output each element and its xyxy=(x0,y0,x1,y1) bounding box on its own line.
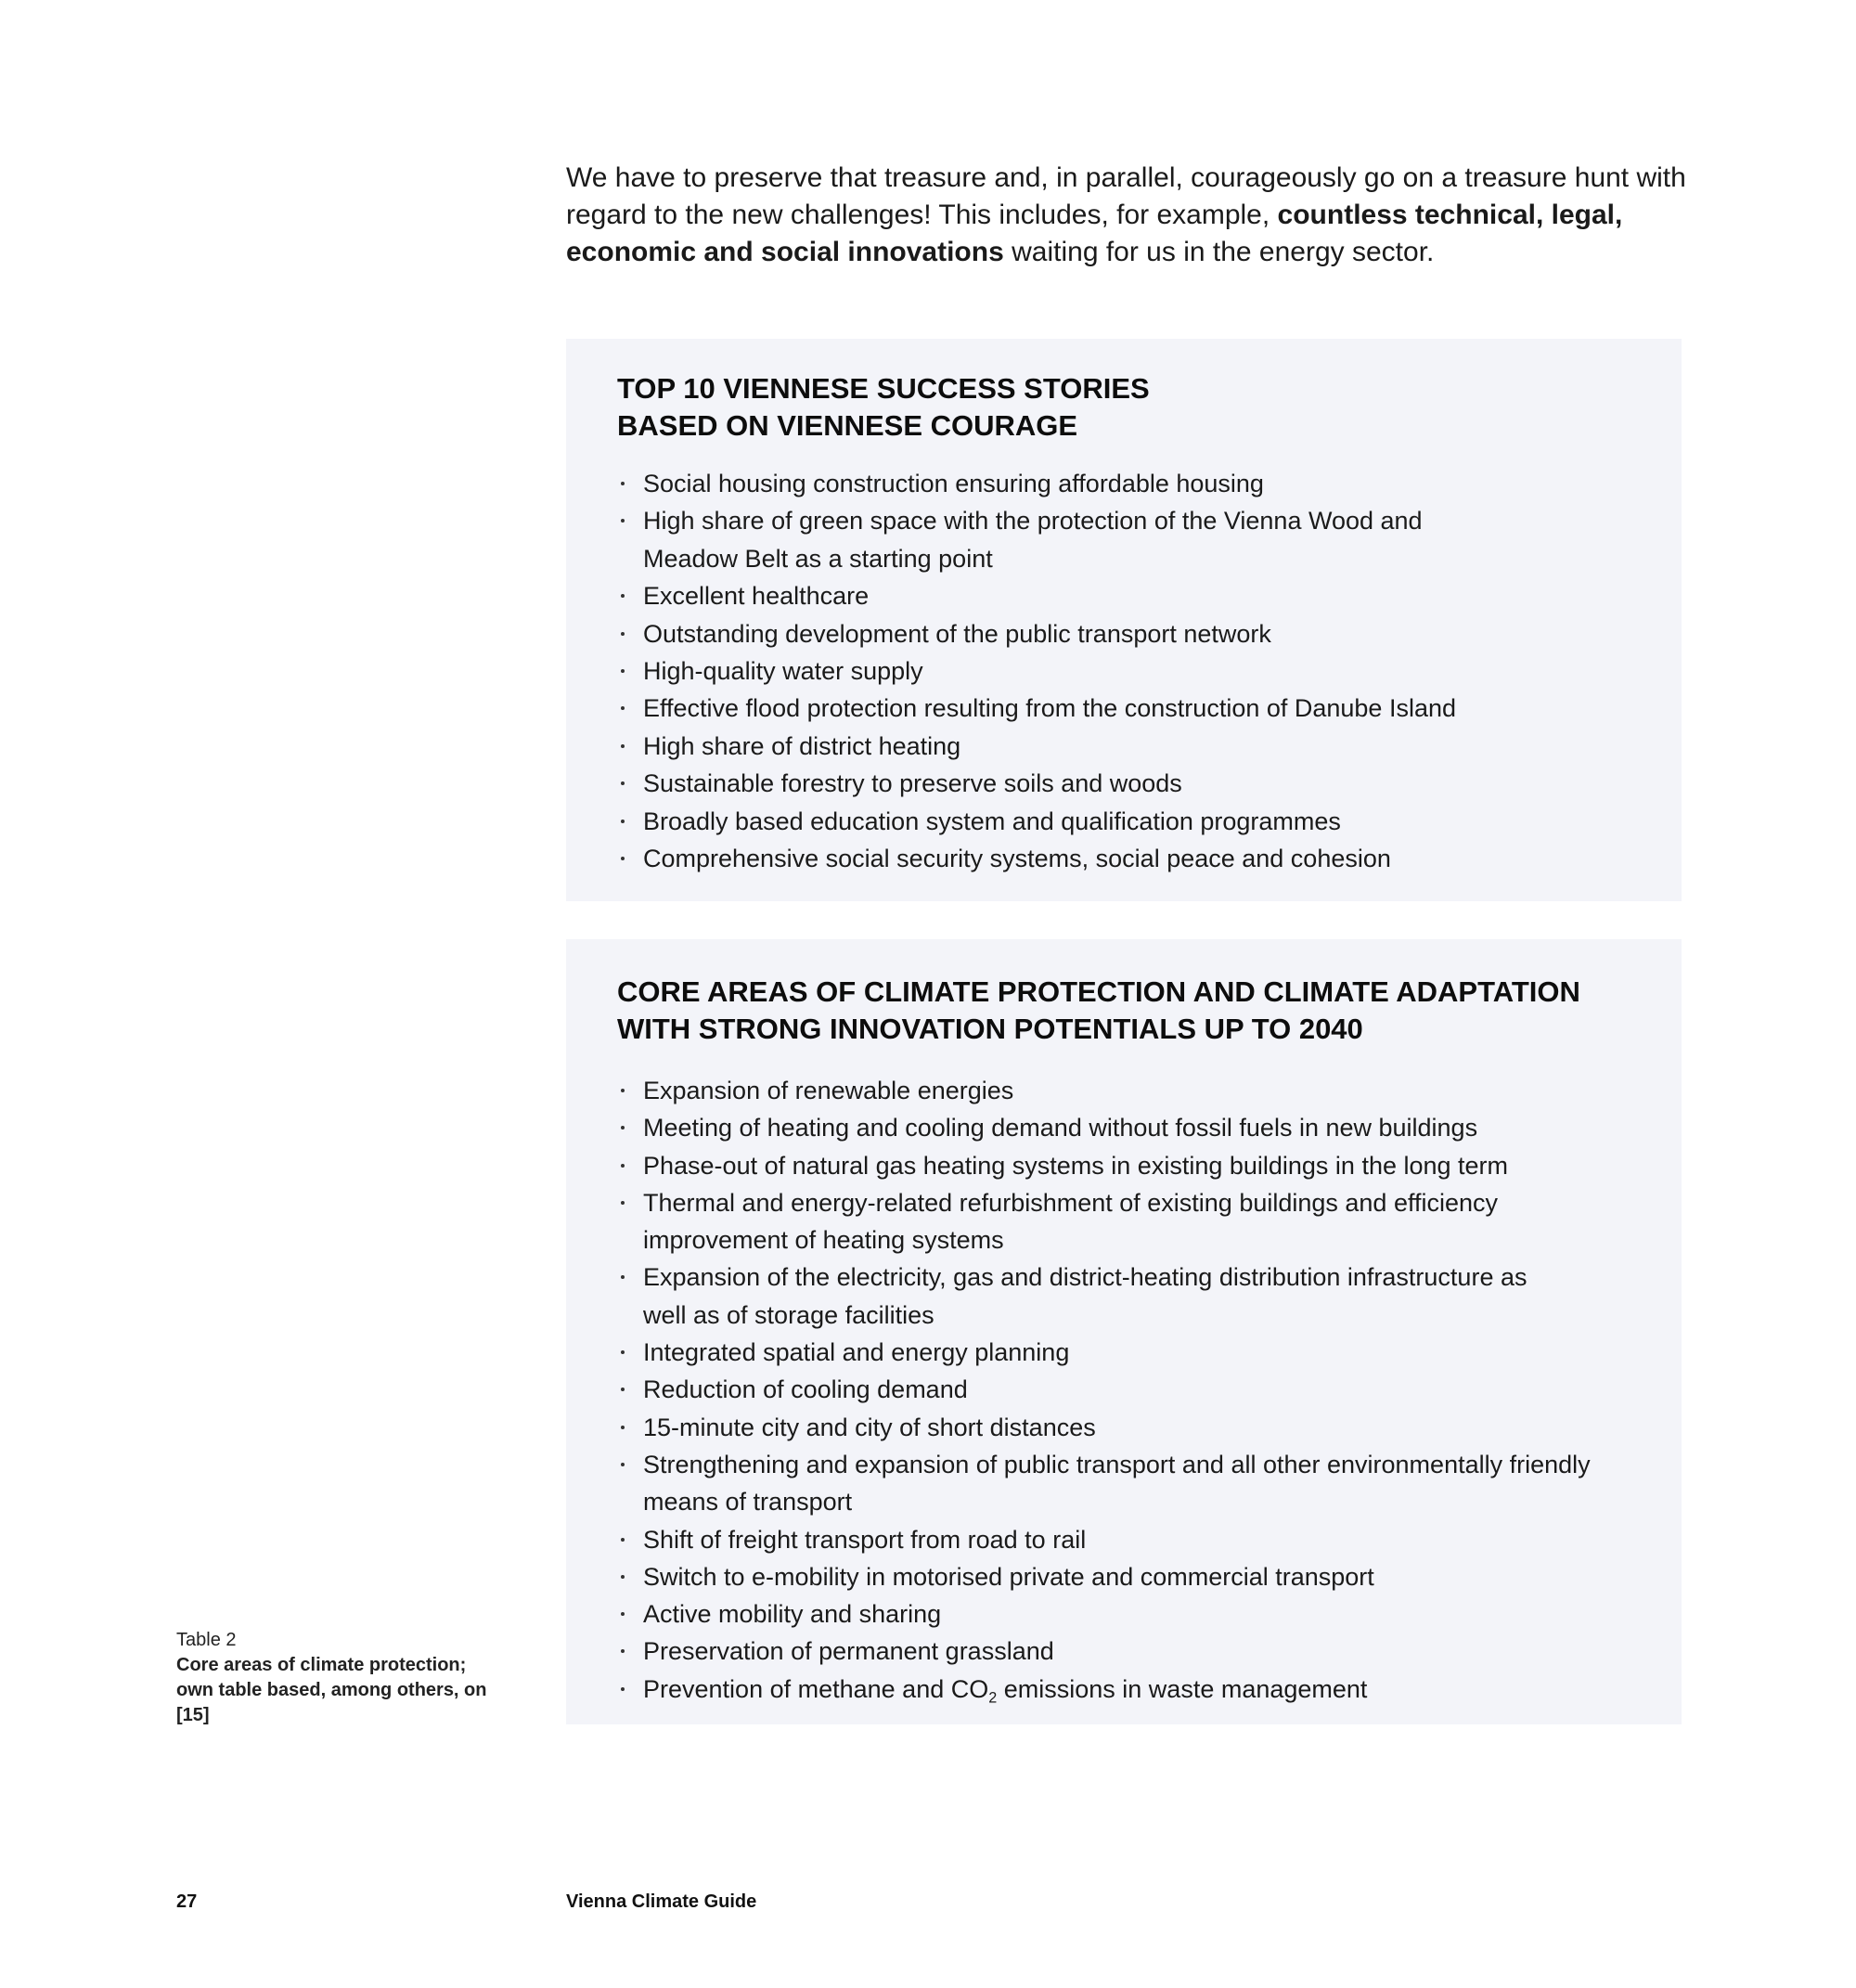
list-item: High share of district heating xyxy=(617,728,1644,765)
list-item: Strengthening and expansion of public transport and all other environmentally friendly means of transport xyxy=(617,1446,1627,1521)
page-number: 27 xyxy=(176,1891,198,1912)
success-stories-box xyxy=(566,339,1682,901)
intro-text-bold: countless technical, legal, economic and social innovations xyxy=(566,200,1623,267)
table-caption xyxy=(176,1628,492,1728)
list-item xyxy=(617,1671,1644,1717)
success-stories-list xyxy=(617,465,1644,877)
list-item: High share of green space with the protection of the Vienna Wood and Meadow Belt as a starting point xyxy=(617,502,1478,577)
list-item: Broadly based education system and qualification programmes xyxy=(617,803,1644,840)
core-areas-title-line1: CORE AREAS OF CLIMATE PROTECTION AND CLIMATE ADAPTATION xyxy=(617,975,1580,1008)
list-item: Shift of freight transport from road to rail xyxy=(617,1521,1644,1558)
last-item-after: emissions in waste management xyxy=(997,1674,1368,1703)
list-item: Effective flood protection resulting from the construction of Danube Island xyxy=(617,690,1644,727)
core-areas-title-line2: WITH STRONG INNOVATION POTENTIALS UP TO 2040 xyxy=(617,1013,1363,1045)
list-item: Thermal and energy-related refurbishment of existing buildings and efficiency improvement of heating systems xyxy=(617,1184,1553,1259)
list-item: Social housing construction ensuring affordable housing xyxy=(617,465,1644,502)
success-stories-title-line2: BASED ON VIENNESE COURAGE xyxy=(617,409,1078,442)
footer-title: Vienna Climate Guide xyxy=(566,1891,757,1912)
last-item-before: Prevention of methane and CO xyxy=(643,1674,989,1703)
list-item: Switch to e-mobility in motorised private and commercial transport xyxy=(617,1558,1644,1595)
caption-text: Core areas of climate protection; own table based, among others, on [15] xyxy=(176,1655,487,1725)
co2-subscript: 2 xyxy=(988,1689,998,1707)
core-areas-list xyxy=(617,1072,1644,1717)
success-stories-title-line1: TOP 10 VIENNESE SUCCESS STORIES xyxy=(617,372,1150,405)
list-item: Reduction of cooling demand xyxy=(617,1371,1644,1408)
list-item: Expansion of renewable energies xyxy=(617,1072,1644,1109)
list-item: Preservation of permanent grassland xyxy=(617,1633,1644,1670)
intro-paragraph xyxy=(566,160,1708,271)
list-item: Comprehensive social security systems, social peace and cohesion xyxy=(617,840,1644,877)
list-item: Outstanding development of the public transport network xyxy=(617,615,1644,652)
list-item: Sustainable forestry to preserve soils and woods xyxy=(617,765,1644,802)
list-item: Expansion of the electricity, gas and district-heating distribution infrastructure as well as of storage facilities xyxy=(617,1259,1571,1334)
intro-text-before: We have to preserve that treasure and, in parallel, courageously go on a treasure hunt with regard to the new challenges! This includes, for example, xyxy=(566,162,1686,230)
list-item: Phase-out of natural gas heating systems in existing buildings in the long term xyxy=(617,1147,1644,1184)
core-areas-box xyxy=(566,939,1682,1724)
intro-text-after: waiting for us in the energy sector. xyxy=(1003,237,1435,267)
list-item: 15-minute city and city of short distances xyxy=(617,1409,1644,1446)
success-stories-title xyxy=(617,370,1644,445)
list-item: Meeting of heating and cooling demand without fossil fuels in new buildings xyxy=(617,1109,1644,1146)
caption-label: Table 2 xyxy=(176,1630,237,1650)
list-item: Integrated spatial and energy planning xyxy=(617,1334,1644,1371)
list-item: Excellent healthcare xyxy=(617,577,1644,614)
list-item: Active mobility and sharing xyxy=(617,1595,1644,1633)
core-areas-title xyxy=(617,974,1644,1048)
list-item: High-quality water supply xyxy=(617,652,1644,690)
